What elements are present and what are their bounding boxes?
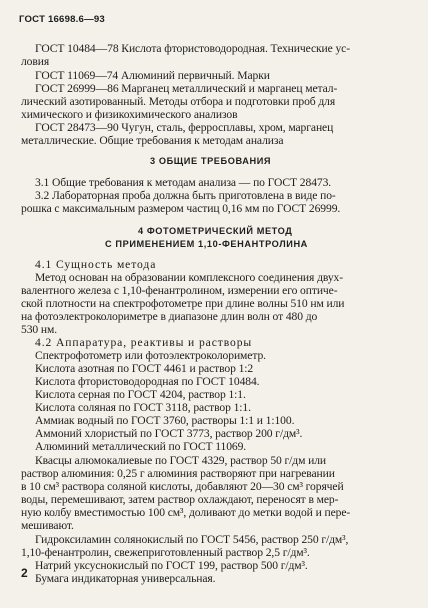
reference-line: ГОСТ 10484—78 Кислота фтористоводородная. Технические ус-	[35, 42, 350, 55]
reference-line: ГОСТ 26999—86 Марганец металлический и марганец метал-	[35, 82, 338, 95]
hydroxylamine-paragraph: 1,10-фенантролин, свежеприготовленный раствор 2,5 г/дм³.	[21, 546, 310, 559]
reference-line: ГОСТ 11069—74 Алюминий первичный. Марки	[35, 69, 270, 82]
subsection-4-1-heading: 4.1 Сущность метода	[35, 258, 157, 271]
paragraph-3-1: 3.1 Общие требования к методам анализа — по ГОСТ 28473.	[35, 176, 332, 189]
paragraph-4-1: 530 нм.	[21, 323, 58, 336]
paragraph-4-1: валентного железа с 1,10-фенантролином, измерении его оптиче-	[21, 284, 338, 297]
list-item: Кислота азотная по ГОСТ 4461 и раствор 1:2	[35, 362, 254, 375]
alum-paragraph: воды, перемешивают, затем раствор охлаждают, переносят в мер-	[21, 493, 339, 506]
list-item: Аммоний хлористый по ГОСТ 3773, раствор 200 г/дм³.	[35, 427, 303, 440]
reference-line: лический азотированный. Методы отбора и подготовки проб для	[21, 95, 336, 108]
alum-paragraph: мешивают.	[21, 519, 74, 532]
indicator-paper-line: Бумага индикаторная универсальная.	[35, 572, 216, 585]
list-item: Спектрофотометр или фотоэлектроколориметр.	[35, 349, 266, 362]
section-4-subtitle: С ПРИМЕНЕНИЕМ 1,10-ФЕНАНТРОЛИНА	[105, 239, 308, 249]
alum-paragraph: Квасцы алюмокалиевые по ГОСТ 4329, раствор 50 г/дм или	[35, 454, 327, 467]
list-item: Кислота соляная по ГОСТ 3118, раствор 1:1.	[35, 401, 251, 414]
paragraph-4-1: на фотоэлектроколориметре в диапазоне длин волн от 480 до	[21, 310, 318, 323]
alum-paragraph: ную колбу вместимостью 100 см³, доливают до метки водой и пере-	[21, 506, 351, 519]
reference-line: ловия	[21, 55, 50, 68]
list-item: Кислота серная по ГОСТ 4204, раствор 1:1.	[35, 388, 246, 401]
reference-line: ГОСТ 28473—90 Чугун, сталь, ферросплавы, хром, марганец	[35, 121, 334, 134]
paragraph-4-1: ской плотности на спектрофотометре при длине волны 510 нм или	[21, 297, 345, 310]
list-item: Кислота фтористоводородная по ГОСТ 10484.	[35, 375, 260, 388]
section-3-title: 3 ОБЩИЕ ТРЕБОВАНИЯ	[150, 156, 272, 166]
hydroxylamine-paragraph: Гидроксиламин солянокислый по ГОСТ 5456, раствор 250 г/дм³,	[35, 533, 349, 546]
list-item: Аммиак водный по ГОСТ 3760, растворы 1:1 и 1:100.	[35, 414, 295, 427]
section-4-title: 4 ФОТОМЕТРИЧЕСКИЙ МЕТОД	[138, 226, 293, 236]
document-header-code: ГОСТ 16698.6—93	[19, 14, 105, 25]
reference-line: химического и физикохимического анализов	[21, 108, 238, 121]
paragraph-3-2: рошка с максимальным размером частиц 0,16 мм по ГОСТ 26999.	[21, 202, 341, 215]
subsection-4-2-heading: 4.2 Аппаратура, реактивы и растворы	[35, 336, 253, 349]
list-item: Алюминий металлический по ГОСТ 11069.	[35, 440, 247, 453]
paragraph-4-1: Метод основан на образовании комплексного соединения двух-	[35, 271, 344, 284]
page-number: 2	[21, 566, 28, 580]
alum-paragraph: раствор алюминия: 0,25 г алюминия растворяют при нагревании	[21, 467, 335, 480]
reference-line: металлические. Общие требования к методам анализа	[21, 134, 284, 147]
alum-paragraph: в 10 см³ раствора соляной кислоты, добавляют 20—30 см³ горячей	[21, 480, 344, 493]
paragraph-3-2: 3.2 Лабораторная проба должна быть приготовлена в виде по-	[35, 189, 336, 202]
sodium-acetate-line: Натрий уксуснокислый по ГОСТ 199, раствор 500 г/дм³.	[35, 559, 308, 572]
